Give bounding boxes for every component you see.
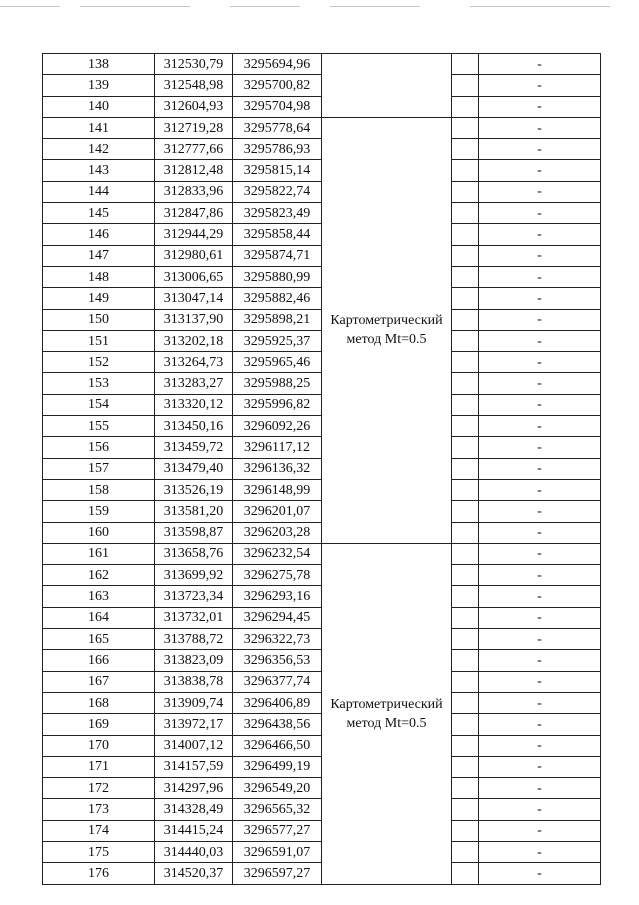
empty-cell — [452, 841, 479, 862]
point-number: 174 — [43, 820, 155, 841]
coordinate-y: 3295694,96 — [233, 54, 322, 75]
value-dash: - — [479, 714, 601, 735]
empty-cell — [452, 565, 479, 586]
coordinate-y: 3296275,78 — [233, 565, 322, 586]
table-row — [43, 54, 601, 75]
coordinate-x: 313202,18 — [155, 330, 233, 351]
empty-cell — [452, 54, 479, 75]
coordinate-x: 313320,12 — [155, 394, 233, 415]
value-dash: - — [479, 607, 601, 628]
coordinate-y: 3296117,12 — [233, 437, 322, 458]
point-number: 156 — [43, 437, 155, 458]
point-number: 145 — [43, 203, 155, 224]
coordinate-y: 3296377,74 — [233, 671, 322, 692]
coordinate-x: 313723,34 — [155, 586, 233, 607]
empty-cell — [452, 586, 479, 607]
point-number: 165 — [43, 629, 155, 650]
coordinate-y: 3296597,27 — [233, 863, 322, 884]
coordinate-y: 3295988,25 — [233, 373, 322, 394]
point-number: 160 — [43, 522, 155, 543]
value-dash: - — [479, 501, 601, 522]
empty-cell — [452, 309, 479, 330]
value-dash: - — [479, 735, 601, 756]
value-dash: - — [479, 479, 601, 500]
value-dash: - — [479, 75, 601, 96]
empty-cell — [452, 501, 479, 522]
coordinate-y: 3296565,32 — [233, 799, 322, 820]
coordinate-x: 313459,72 — [155, 437, 233, 458]
coordinate-y: 3295925,37 — [233, 330, 322, 351]
coordinate-x: 313699,92 — [155, 565, 233, 586]
coordinate-y: 3296591,07 — [233, 841, 322, 862]
empty-cell — [452, 288, 479, 309]
coordinate-x: 312833,96 — [155, 181, 233, 202]
method-label-line2: метод Mt=0.5 — [346, 332, 427, 348]
coordinate-x: 313823,09 — [155, 650, 233, 671]
scan-header-line — [0, 6, 639, 8]
method-label-line1: Картометрический — [330, 696, 443, 712]
coordinate-x: 313264,73 — [155, 352, 233, 373]
point-number: 149 — [43, 288, 155, 309]
coordinate-y: 3295898,21 — [233, 309, 322, 330]
empty-cell — [452, 522, 479, 543]
table-row — [43, 117, 601, 138]
value-dash: - — [479, 266, 601, 287]
coordinate-y: 3296466,50 — [233, 735, 322, 756]
value-dash: - — [479, 841, 601, 862]
point-number: 153 — [43, 373, 155, 394]
method-label-line1: Картометрический — [330, 313, 443, 329]
coordinate-x: 313838,78 — [155, 671, 233, 692]
empty-cell — [452, 117, 479, 138]
empty-cell — [452, 650, 479, 671]
point-number: 151 — [43, 330, 155, 351]
coordinate-y: 3295786,93 — [233, 139, 322, 160]
point-number: 158 — [43, 479, 155, 500]
point-number: 138 — [43, 54, 155, 75]
empty-cell — [452, 756, 479, 777]
empty-cell — [452, 778, 479, 799]
coordinate-x: 313972,17 — [155, 714, 233, 735]
value-dash: - — [479, 203, 601, 224]
coordinate-x: 312604,93 — [155, 96, 233, 117]
point-number: 171 — [43, 756, 155, 777]
point-number: 143 — [43, 160, 155, 181]
coordinate-y: 3295823,49 — [233, 203, 322, 224]
coordinate-y: 3295858,44 — [233, 224, 322, 245]
coordinate-x: 312847,86 — [155, 203, 233, 224]
value-dash: - — [479, 629, 601, 650]
coordinate-y: 3295704,98 — [233, 96, 322, 117]
point-number: 175 — [43, 841, 155, 862]
point-number: 148 — [43, 266, 155, 287]
point-number: 152 — [43, 352, 155, 373]
coordinate-y: 3295965,46 — [233, 352, 322, 373]
coordinate-y: 3295880,99 — [233, 266, 322, 287]
value-dash: - — [479, 458, 601, 479]
method-cell — [322, 543, 452, 884]
empty-cell — [452, 437, 479, 458]
coordinate-x: 313526,19 — [155, 479, 233, 500]
value-dash: - — [479, 181, 601, 202]
value-dash: - — [479, 863, 601, 884]
point-number: 167 — [43, 671, 155, 692]
empty-cell — [452, 245, 479, 266]
value-dash: - — [479, 650, 601, 671]
coordinate-y: 3296201,07 — [233, 501, 322, 522]
coordinate-x: 313479,40 — [155, 458, 233, 479]
point-number: 169 — [43, 714, 155, 735]
coordinate-x: 313047,14 — [155, 288, 233, 309]
coordinate-y: 3295778,64 — [233, 117, 322, 138]
coordinate-y: 3296232,54 — [233, 543, 322, 564]
point-number: 147 — [43, 245, 155, 266]
value-dash: - — [479, 586, 601, 607]
point-number: 154 — [43, 394, 155, 415]
coordinate-y: 3296356,53 — [233, 650, 322, 671]
value-dash: - — [479, 799, 601, 820]
method-cell — [322, 117, 452, 543]
point-number: 150 — [43, 309, 155, 330]
point-number: 157 — [43, 458, 155, 479]
coordinate-x: 313909,74 — [155, 692, 233, 713]
empty-cell — [452, 224, 479, 245]
method-label-line2: метод Mt=0.5 — [346, 715, 427, 731]
coordinate-x: 313450,16 — [155, 416, 233, 437]
coordinate-y: 3296203,28 — [233, 522, 322, 543]
point-number: 168 — [43, 692, 155, 713]
coordinate-x: 313283,27 — [155, 373, 233, 394]
coordinates-table — [42, 53, 601, 885]
empty-cell — [452, 139, 479, 160]
point-number: 146 — [43, 224, 155, 245]
value-dash: - — [479, 543, 601, 564]
coordinate-y: 3296294,45 — [233, 607, 322, 628]
value-dash: - — [479, 756, 601, 777]
point-number: 161 — [43, 543, 155, 564]
point-number: 162 — [43, 565, 155, 586]
value-dash: - — [479, 288, 601, 309]
coordinate-x: 314440,03 — [155, 841, 233, 862]
point-number: 172 — [43, 778, 155, 799]
point-number: 163 — [43, 586, 155, 607]
coordinate-x: 314007,12 — [155, 735, 233, 756]
point-number: 140 — [43, 96, 155, 117]
coordinate-y: 3295996,82 — [233, 394, 322, 415]
point-number: 173 — [43, 799, 155, 820]
value-dash: - — [479, 671, 601, 692]
point-number: 166 — [43, 650, 155, 671]
coordinate-x: 314297,96 — [155, 778, 233, 799]
point-number: 141 — [43, 117, 155, 138]
empty-cell — [452, 203, 479, 224]
empty-cell — [452, 160, 479, 181]
coordinate-x: 313598,87 — [155, 522, 233, 543]
coordinate-y: 3296549,20 — [233, 778, 322, 799]
coordinate-x: 313788,72 — [155, 629, 233, 650]
empty-cell — [452, 479, 479, 500]
empty-cell — [452, 458, 479, 479]
empty-cell — [452, 607, 479, 628]
empty-cell — [452, 692, 479, 713]
empty-cell — [452, 181, 479, 202]
empty-cell — [452, 543, 479, 564]
value-dash: - — [479, 522, 601, 543]
empty-cell — [452, 352, 479, 373]
empty-cell — [452, 629, 479, 650]
value-dash: - — [479, 54, 601, 75]
value-dash: - — [479, 778, 601, 799]
empty-cell — [452, 735, 479, 756]
empty-cell — [452, 394, 479, 415]
coordinate-x: 312719,28 — [155, 117, 233, 138]
coordinate-x: 312812,48 — [155, 160, 233, 181]
value-dash: - — [479, 352, 601, 373]
empty-cell — [452, 330, 479, 351]
value-dash: - — [479, 245, 601, 266]
empty-cell — [452, 863, 479, 884]
coordinate-y: 3295874,71 — [233, 245, 322, 266]
point-number: 170 — [43, 735, 155, 756]
coordinate-x: 313581,20 — [155, 501, 233, 522]
coordinate-y: 3296322,73 — [233, 629, 322, 650]
point-number: 144 — [43, 181, 155, 202]
table-row — [43, 543, 601, 564]
coordinate-y: 3296293,16 — [233, 586, 322, 607]
value-dash: - — [479, 224, 601, 245]
empty-cell — [452, 671, 479, 692]
value-dash: - — [479, 139, 601, 160]
value-dash: - — [479, 437, 601, 458]
coordinate-y: 3296136,32 — [233, 458, 322, 479]
coordinate-y: 3296092,26 — [233, 416, 322, 437]
method-cell — [322, 54, 452, 118]
empty-cell — [452, 799, 479, 820]
value-dash: - — [479, 309, 601, 330]
point-number: 159 — [43, 501, 155, 522]
point-number: 142 — [43, 139, 155, 160]
empty-cell — [452, 266, 479, 287]
coordinate-y: 3296499,19 — [233, 756, 322, 777]
coordinate-y: 3296577,27 — [233, 820, 322, 841]
empty-cell — [452, 373, 479, 394]
coordinate-y: 3295700,82 — [233, 75, 322, 96]
coordinate-y: 3296438,56 — [233, 714, 322, 735]
empty-cell — [452, 96, 479, 117]
coordinate-y: 3296406,89 — [233, 692, 322, 713]
coordinate-x: 314157,59 — [155, 756, 233, 777]
coordinate-y: 3296148,99 — [233, 479, 322, 500]
coordinate-x: 314328,49 — [155, 799, 233, 820]
coordinate-x: 313658,76 — [155, 543, 233, 564]
coordinate-x: 314520,37 — [155, 863, 233, 884]
coordinate-x: 312944,29 — [155, 224, 233, 245]
coordinate-y: 3295815,14 — [233, 160, 322, 181]
empty-cell — [452, 416, 479, 437]
point-number: 155 — [43, 416, 155, 437]
value-dash: - — [479, 416, 601, 437]
coordinate-y: 3295822,74 — [233, 181, 322, 202]
value-dash: - — [479, 565, 601, 586]
coordinate-x: 314415,24 — [155, 820, 233, 841]
value-dash: - — [479, 160, 601, 181]
value-dash: - — [479, 373, 601, 394]
coordinate-x: 313006,65 — [155, 266, 233, 287]
value-dash: - — [479, 692, 601, 713]
coordinate-x: 312777,66 — [155, 139, 233, 160]
coordinate-x: 312530,79 — [155, 54, 233, 75]
coordinate-x: 313732,01 — [155, 607, 233, 628]
value-dash: - — [479, 820, 601, 841]
coordinate-y: 3295882,46 — [233, 288, 322, 309]
value-dash: - — [479, 117, 601, 138]
coordinate-x: 313137,90 — [155, 309, 233, 330]
empty-cell — [452, 820, 479, 841]
coordinate-x: 312548,98 — [155, 75, 233, 96]
coordinate-x: 312980,61 — [155, 245, 233, 266]
point-number: 164 — [43, 607, 155, 628]
empty-cell — [452, 75, 479, 96]
point-number: 139 — [43, 75, 155, 96]
point-number: 176 — [43, 863, 155, 884]
value-dash: - — [479, 96, 601, 117]
empty-cell — [452, 714, 479, 735]
value-dash: - — [479, 330, 601, 351]
value-dash: - — [479, 394, 601, 415]
